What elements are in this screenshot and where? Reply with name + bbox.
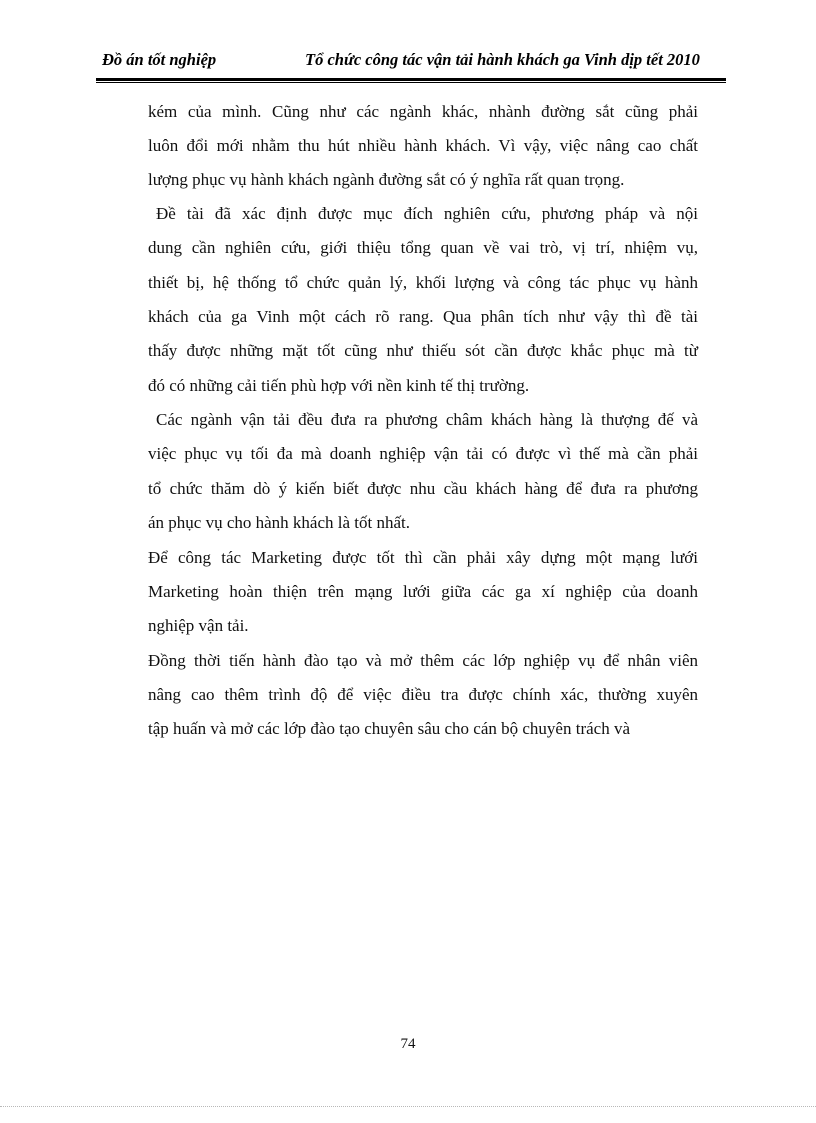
header-document-title: Tổ chức công tác vận tải hành khách ga Vinh dịp tết 2010 bbox=[305, 50, 700, 69]
text-line: đó có những cải tiến phù hợp với nền kinh tế thị trường. bbox=[148, 376, 530, 395]
text-line: luôn đổi mới nhằm thu hút nhiều hành khách. Vì vậy, việc nâng cao chất bbox=[148, 136, 698, 155]
text-line: án phục vụ cho hành khách là tốt nhất. bbox=[148, 513, 411, 532]
text-line: Để công tác Marketing được tốt thì cần phải xây dựng một mạng lưới bbox=[148, 548, 698, 567]
text-line: dung cần nghiên cứu, giới thiệu tổng quan về vai trò, vị trí, nhiệm vụ, bbox=[148, 238, 698, 257]
page-header bbox=[96, 44, 726, 84]
text-line: việc phục vụ tối đa mà doanh nghiệp vận tải có được vì thế mà cần phải bbox=[148, 444, 698, 463]
page-number: 74 bbox=[400, 1036, 416, 1052]
header-rule bbox=[96, 78, 726, 81]
text-line: kém của mình. Cũng như các ngành khác, nhành đường sắt cũng phải bbox=[148, 102, 698, 121]
text-line: thấy được những mặt tốt cũng như thiếu sót cần được khắc phục mà từ bbox=[148, 341, 698, 360]
text-line: tập huấn và mở các lớp đào tạo chuyên sâu cho cán bộ chuyên trách và bbox=[148, 719, 630, 738]
header-rule-thin bbox=[96, 82, 726, 83]
text-line: Các ngành vận tải đều đưa ra phương châm khách hàng là thượng đế và bbox=[156, 410, 698, 429]
text-line: Đề tài đã xác định được mục đích nghiên cứu, phương pháp và nội bbox=[156, 204, 698, 223]
text-line: khách của ga Vinh một cách rõ rang. Qua phân tích như vậy thì đề tài bbox=[148, 307, 698, 326]
footer-rule bbox=[0, 1106, 816, 1107]
text-line: thiết bị, hệ thống tổ chức quản lý, khối lượng và công tác phục vụ hành bbox=[148, 273, 698, 292]
text-line: lượng phục vụ hành khách ngành đường sắt có ý nghĩa rất quan trọng. bbox=[148, 170, 625, 189]
text-line: nâng cao thêm trình độ để việc điều tra được chính xác, thường xuyên bbox=[148, 685, 698, 704]
text-line: Marketing hoàn thiện trên mạng lưới giữa các ga xí nghiệp của doanh bbox=[148, 582, 698, 601]
text-line: Đồng thời tiến hành đào tạo và mở thêm các lớp nghiệp vụ để nhân viên bbox=[148, 651, 698, 670]
header-document-type: Đồ án tốt nghiệp bbox=[102, 50, 217, 69]
text-line: nghiệp vận tải. bbox=[148, 616, 249, 635]
text-line: tổ chức thăm dò ý kiến biết được nhu cầu khách hàng để đưa ra phương bbox=[148, 479, 698, 498]
